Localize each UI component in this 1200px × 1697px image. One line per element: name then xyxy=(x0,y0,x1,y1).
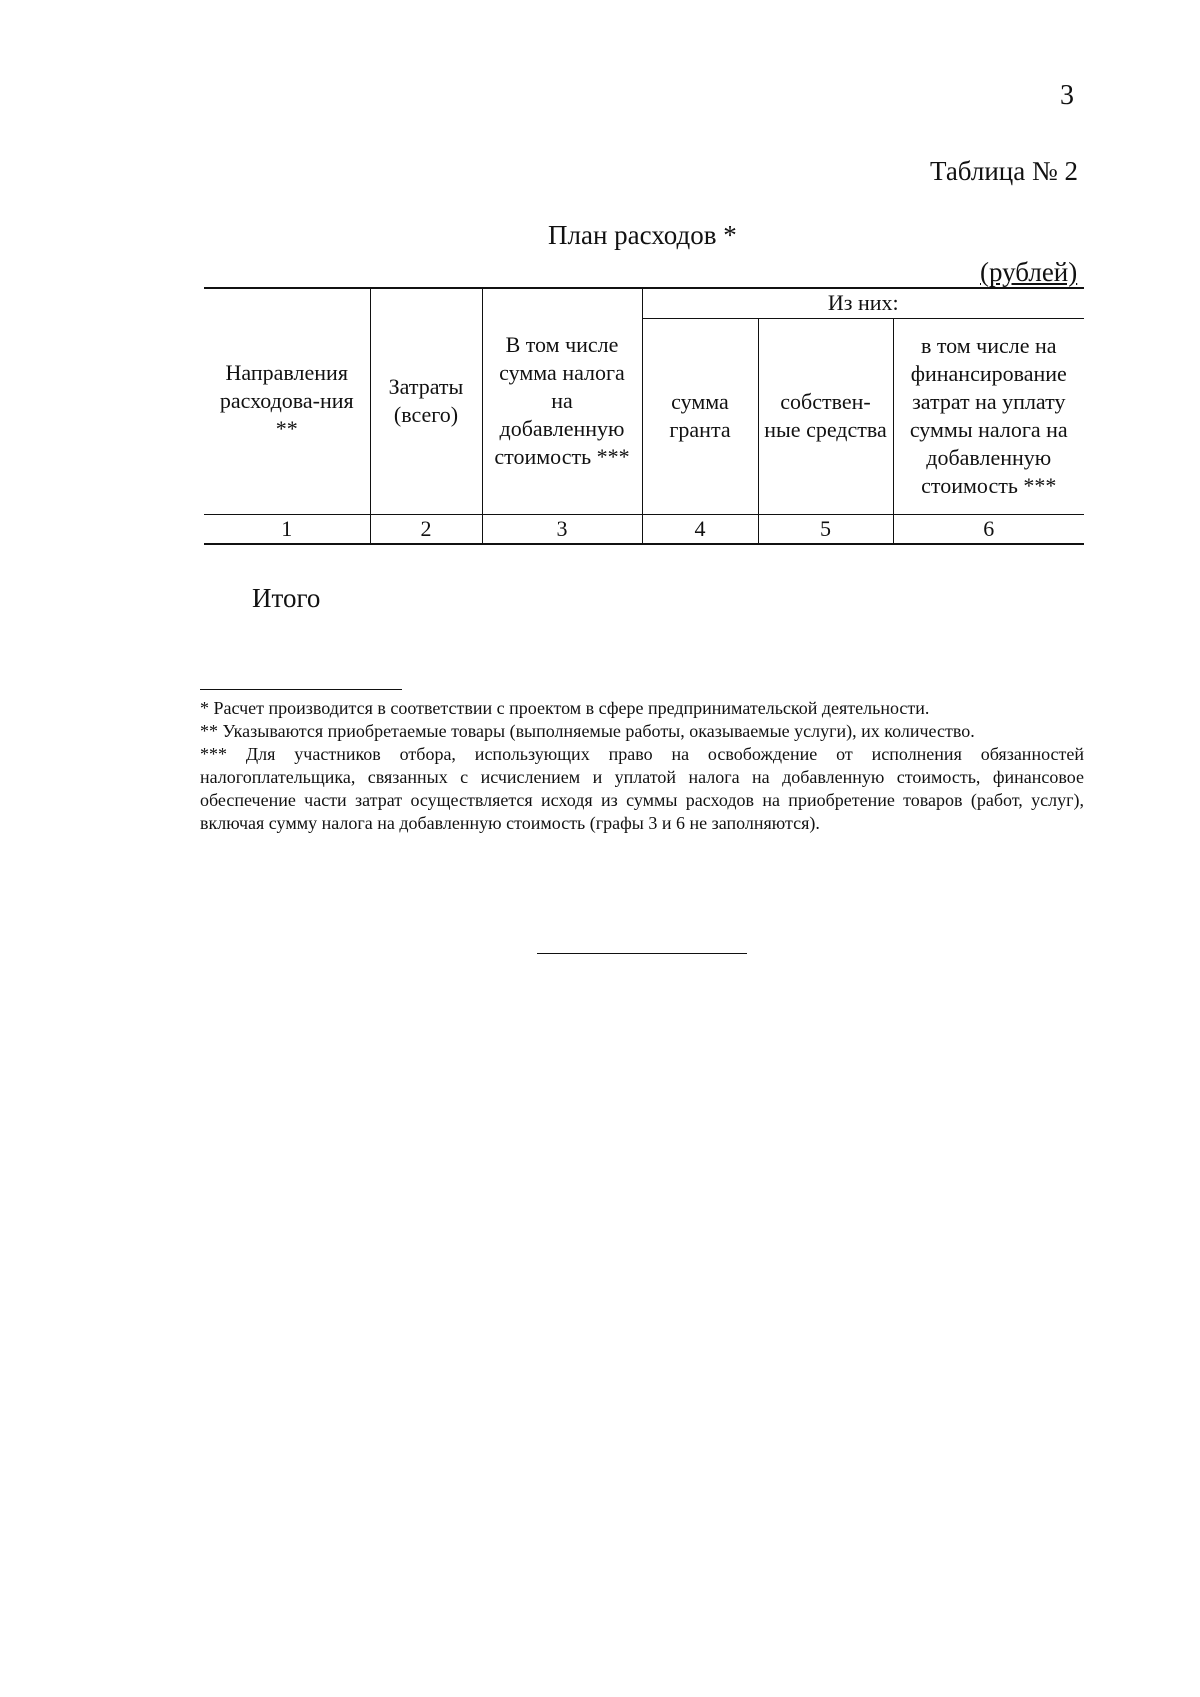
footnote-1: * Расчет производится в соответствии с проектом в сфере предпринимательской деятельности. xyxy=(200,698,930,718)
footnote-2: ** Указываются приобретаемые товары (выполняемые работы, оказываемые услуги), их количество. xyxy=(200,721,975,741)
column-numbers-row xyxy=(204,514,1084,544)
column-number: 6 xyxy=(893,514,1084,544)
header-direction: Направления расходова-ния ** xyxy=(204,288,370,514)
header-grant-amount: сумма гранта xyxy=(642,318,758,514)
plan-title: План расходов * xyxy=(548,220,737,250)
end-divider xyxy=(537,953,747,954)
header-own-funds: собствен-ные средства xyxy=(758,318,893,514)
column-number: 4 xyxy=(642,514,758,544)
header-of-which-group: Из них: xyxy=(642,288,1084,318)
footnote-divider xyxy=(200,689,402,690)
header-vat-financing: в том числе на финансирование затрат на уплату суммы налога на добавленную стоимость *** xyxy=(893,318,1084,514)
header-vat-amount: В том числе сумма налога на добавленную стоимость *** xyxy=(482,288,642,514)
column-number: 2 xyxy=(370,514,482,544)
column-number: 3 xyxy=(482,514,642,544)
header-total-costs: Затраты (всего) xyxy=(370,288,482,514)
column-number: 5 xyxy=(758,514,893,544)
unit-label: (рублей) xyxy=(980,257,1078,287)
expense-plan-table xyxy=(204,287,1084,545)
table-label: Таблица № 2 xyxy=(930,156,1078,186)
footnote-3: *** Для участников отбора, использующих право на освобождение от исполнения обязанностей налогоплательщика, связанных с исчислением и уплатой налога на добавленную стоимость, финансовое обеспечение части затрат осуществляется исходя из суммы расходов на приобретение товаров (работ, услуг), включая сумму налога на добавленную стоимость (графы 3 и 6 не заполняются). xyxy=(200,744,1084,833)
page-number: 3 xyxy=(1060,80,1074,111)
column-number: 1 xyxy=(204,514,370,544)
total-label: Итого xyxy=(252,583,321,613)
